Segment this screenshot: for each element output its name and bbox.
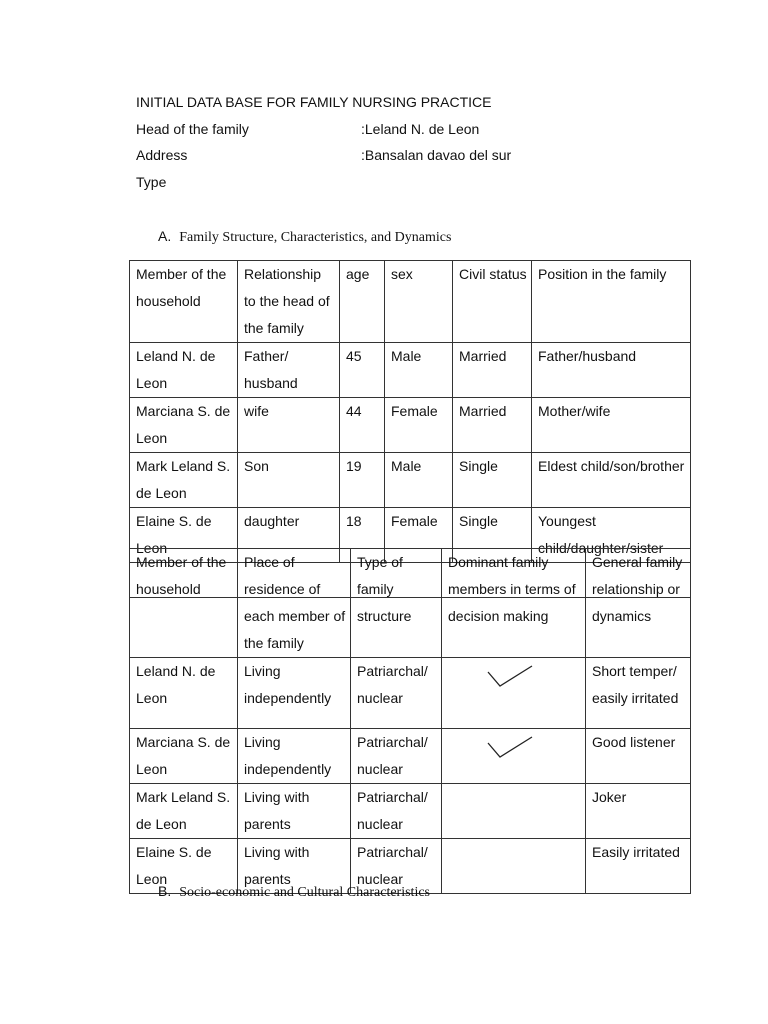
table-cell: Father/ husband bbox=[238, 343, 340, 398]
table-cell: Elaine S. de Leon bbox=[130, 508, 238, 563]
table-cell: Living independently bbox=[238, 729, 351, 784]
section-a-title: Family Structure, Characteristics, and Dynamics bbox=[179, 230, 452, 245]
table-cell: Joker bbox=[586, 784, 691, 839]
table-cell: Easily irritated bbox=[586, 839, 691, 894]
table2-header-cell: General family relationship or dynamics bbox=[586, 549, 691, 658]
check-mark-icon bbox=[486, 733, 536, 761]
address-value: :Bansalan davao del sur bbox=[361, 147, 512, 163]
table1-header-row bbox=[130, 261, 691, 343]
table-cell: Mother/wife bbox=[532, 398, 691, 453]
table1-header-cell: Member of the household bbox=[130, 261, 238, 343]
table-cell: Single bbox=[453, 453, 532, 508]
table-cell: Leland N. de Leon bbox=[130, 343, 238, 398]
table-cell: Good listener bbox=[586, 729, 691, 784]
table-cell: Male bbox=[385, 343, 453, 398]
address-label: Address bbox=[136, 147, 188, 163]
section-b-heading bbox=[158, 878, 430, 906]
table-cell: Father/husband bbox=[532, 343, 691, 398]
table-cell: 44 bbox=[340, 398, 385, 453]
table1-header-cell: Position in the family bbox=[532, 261, 691, 343]
head-of-family-label: Head of the family bbox=[136, 121, 249, 137]
table-cell: Short temper/ easily irritated bbox=[586, 658, 691, 729]
table-cell: Eldest child/son/brother bbox=[532, 453, 691, 508]
table-cell: wife bbox=[238, 398, 340, 453]
table2-header-row bbox=[130, 549, 691, 658]
table2-header-cell: Member of the household bbox=[130, 549, 238, 658]
table-cell: Living independently bbox=[238, 658, 351, 729]
table1-header-cell: age bbox=[340, 261, 385, 343]
document-title: INITIAL DATA BASE FOR FAMILY NURSING PRACTICE bbox=[136, 94, 492, 110]
table-cell: Leland N. de Leon bbox=[130, 658, 238, 729]
table-cell: 18 bbox=[340, 508, 385, 563]
table2-header-cell: Place of residence of each member of the family bbox=[238, 549, 351, 658]
family-dynamics-table bbox=[129, 548, 691, 894]
table-row bbox=[130, 343, 691, 398]
table-row bbox=[130, 784, 691, 839]
table-cell: Female bbox=[385, 508, 453, 563]
table-cell: Single bbox=[453, 508, 532, 563]
table-cell: Mark Leland S. de Leon bbox=[130, 784, 238, 839]
table-cell: daughter bbox=[238, 508, 340, 563]
table2-header-cell: Type of family structure bbox=[351, 549, 442, 658]
table-cell: Female bbox=[385, 398, 453, 453]
table-cell: 45 bbox=[340, 343, 385, 398]
table-cell: Youngest child/daughter/sister bbox=[532, 508, 691, 563]
check-mark-icon bbox=[486, 662, 536, 690]
decision-maker-cell bbox=[442, 839, 586, 894]
decision-maker-cell bbox=[442, 658, 586, 729]
table1-header-cell: sex bbox=[385, 261, 453, 343]
section-b-title: Socio-economic and Cultural Characteristics bbox=[179, 885, 430, 900]
head-of-family-value: :Leland N. de Leon bbox=[361, 121, 480, 137]
table2-header-cell: Dominant family members in terms of decision making bbox=[442, 549, 586, 658]
table-row bbox=[130, 729, 691, 784]
section-a-heading bbox=[158, 223, 451, 251]
table-cell: Married bbox=[453, 398, 532, 453]
table-cell: Male bbox=[385, 453, 453, 508]
table-cell: Marciana S. de Leon bbox=[130, 398, 238, 453]
table-cell: 19 bbox=[340, 453, 385, 508]
table-cell: Patriarchal/ nuclear bbox=[351, 658, 442, 729]
table-cell: Son bbox=[238, 453, 340, 508]
table-cell: Living with parents bbox=[238, 784, 351, 839]
table-row bbox=[130, 398, 691, 453]
decision-maker-cell bbox=[442, 729, 586, 784]
table-cell: Marciana S. de Leon bbox=[130, 729, 238, 784]
table-row bbox=[130, 453, 691, 508]
section-b-letter: B. bbox=[158, 883, 172, 899]
table-cell: Mark Leland S. de Leon bbox=[130, 453, 238, 508]
table-cell: Patriarchal/ nuclear bbox=[351, 839, 442, 894]
section-a-letter: A. bbox=[158, 228, 172, 244]
table-row bbox=[130, 658, 691, 729]
type-label: Type bbox=[136, 174, 167, 190]
table-cell: Patriarchal/ nuclear bbox=[351, 784, 442, 839]
table-cell: Elaine S. de Leon bbox=[130, 839, 238, 894]
table-cell: Married bbox=[453, 343, 532, 398]
decision-maker-cell bbox=[442, 784, 586, 839]
table1-header-cell: Civil status bbox=[453, 261, 532, 343]
table1-header-cell: Relationship to the head of the family bbox=[238, 261, 340, 343]
table-cell: Patriarchal/ nuclear bbox=[351, 729, 442, 784]
table-cell: Living with parents bbox=[238, 839, 351, 894]
